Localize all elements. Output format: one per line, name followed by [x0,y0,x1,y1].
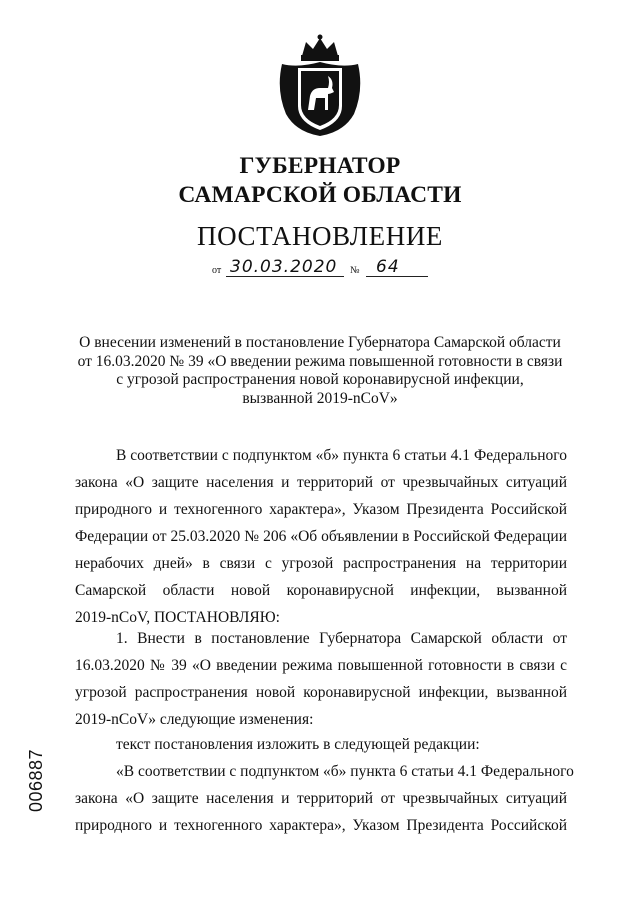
date-number-line [212,258,432,280]
subject-line: вызванной 2019-nCoV» [242,389,398,407]
heading-region: САМАРСКОЙ ОБЛАСТИ [178,182,462,208]
body-paragraph-2 [75,625,567,733]
date-from-label: от [212,265,222,276]
heading-governor: ГУБЕРНАТОР [239,153,401,179]
body-line: текст постановления изложить в следующей редакции: [116,736,480,753]
body-line: закона «О защите населения и территорий от чрезвычайных ситуаций [75,790,567,807]
handwritten-number: 64 [376,257,400,277]
body-line: Самарской области новой коронавирусной инфекции, вызванной [75,582,567,599]
body-line: 1. Внести в постановление Губернатора Самарской области от [116,630,567,647]
body-line: угрозой распространения новой коронавирусной инфекции, вызванной [75,684,567,701]
body-line: «В соответствии с подпунктом «б» пункта 6 статьи 4.1 Федерального [116,763,574,780]
subject-line: с угрозой распространения новой коронавирусной инфекции, [116,371,524,388]
body-line: 16.03.2020 № 39 «О введении режима повышенной готовности в связи с [75,657,567,674]
body-line: нерабочих дней» в связи с угрозой распространения на территории [75,555,567,572]
body-paragraph-4 [75,758,574,839]
handwritten-date: 30.03.2020 [230,257,338,277]
subject-line: от 16.03.2020 № 39 «О введении режима повышенной готовности в связи [77,352,563,370]
decree-subject [60,334,580,408]
serial-number: 006887 [26,748,46,812]
coat-of-arms-emblem [272,34,368,138]
number-label: № [350,265,360,276]
body-line: В соответствии с подпунктом «б» пункта 6 статьи 4.1 Федерального [116,447,567,464]
subject-line: О внесении изменений в постановление Губернатора Самарской области [79,334,561,351]
body-line: природного и техногенного характера», Указом Президента Российской [75,501,567,518]
body-line: Федерации от 25.03.2020 № 206 «Об объявлении в Российской Федерации [75,528,567,545]
body-line: 2019-nCoV, ПОСТАНОВЛЯЮ: [75,609,280,626]
document-type-title: ПОСТАНОВЛЕНИЕ [196,221,444,251]
body-paragraph-3 [75,731,567,758]
body-line: природного и техногенного характера», Указом Президента Российской [75,817,567,834]
body-paragraph-1 [75,442,567,631]
body-line: 2019-nCoV» следующие изменения: [75,711,314,728]
body-line: закона «О защите населения и территорий от чрезвычайных ситуаций [75,474,567,491]
